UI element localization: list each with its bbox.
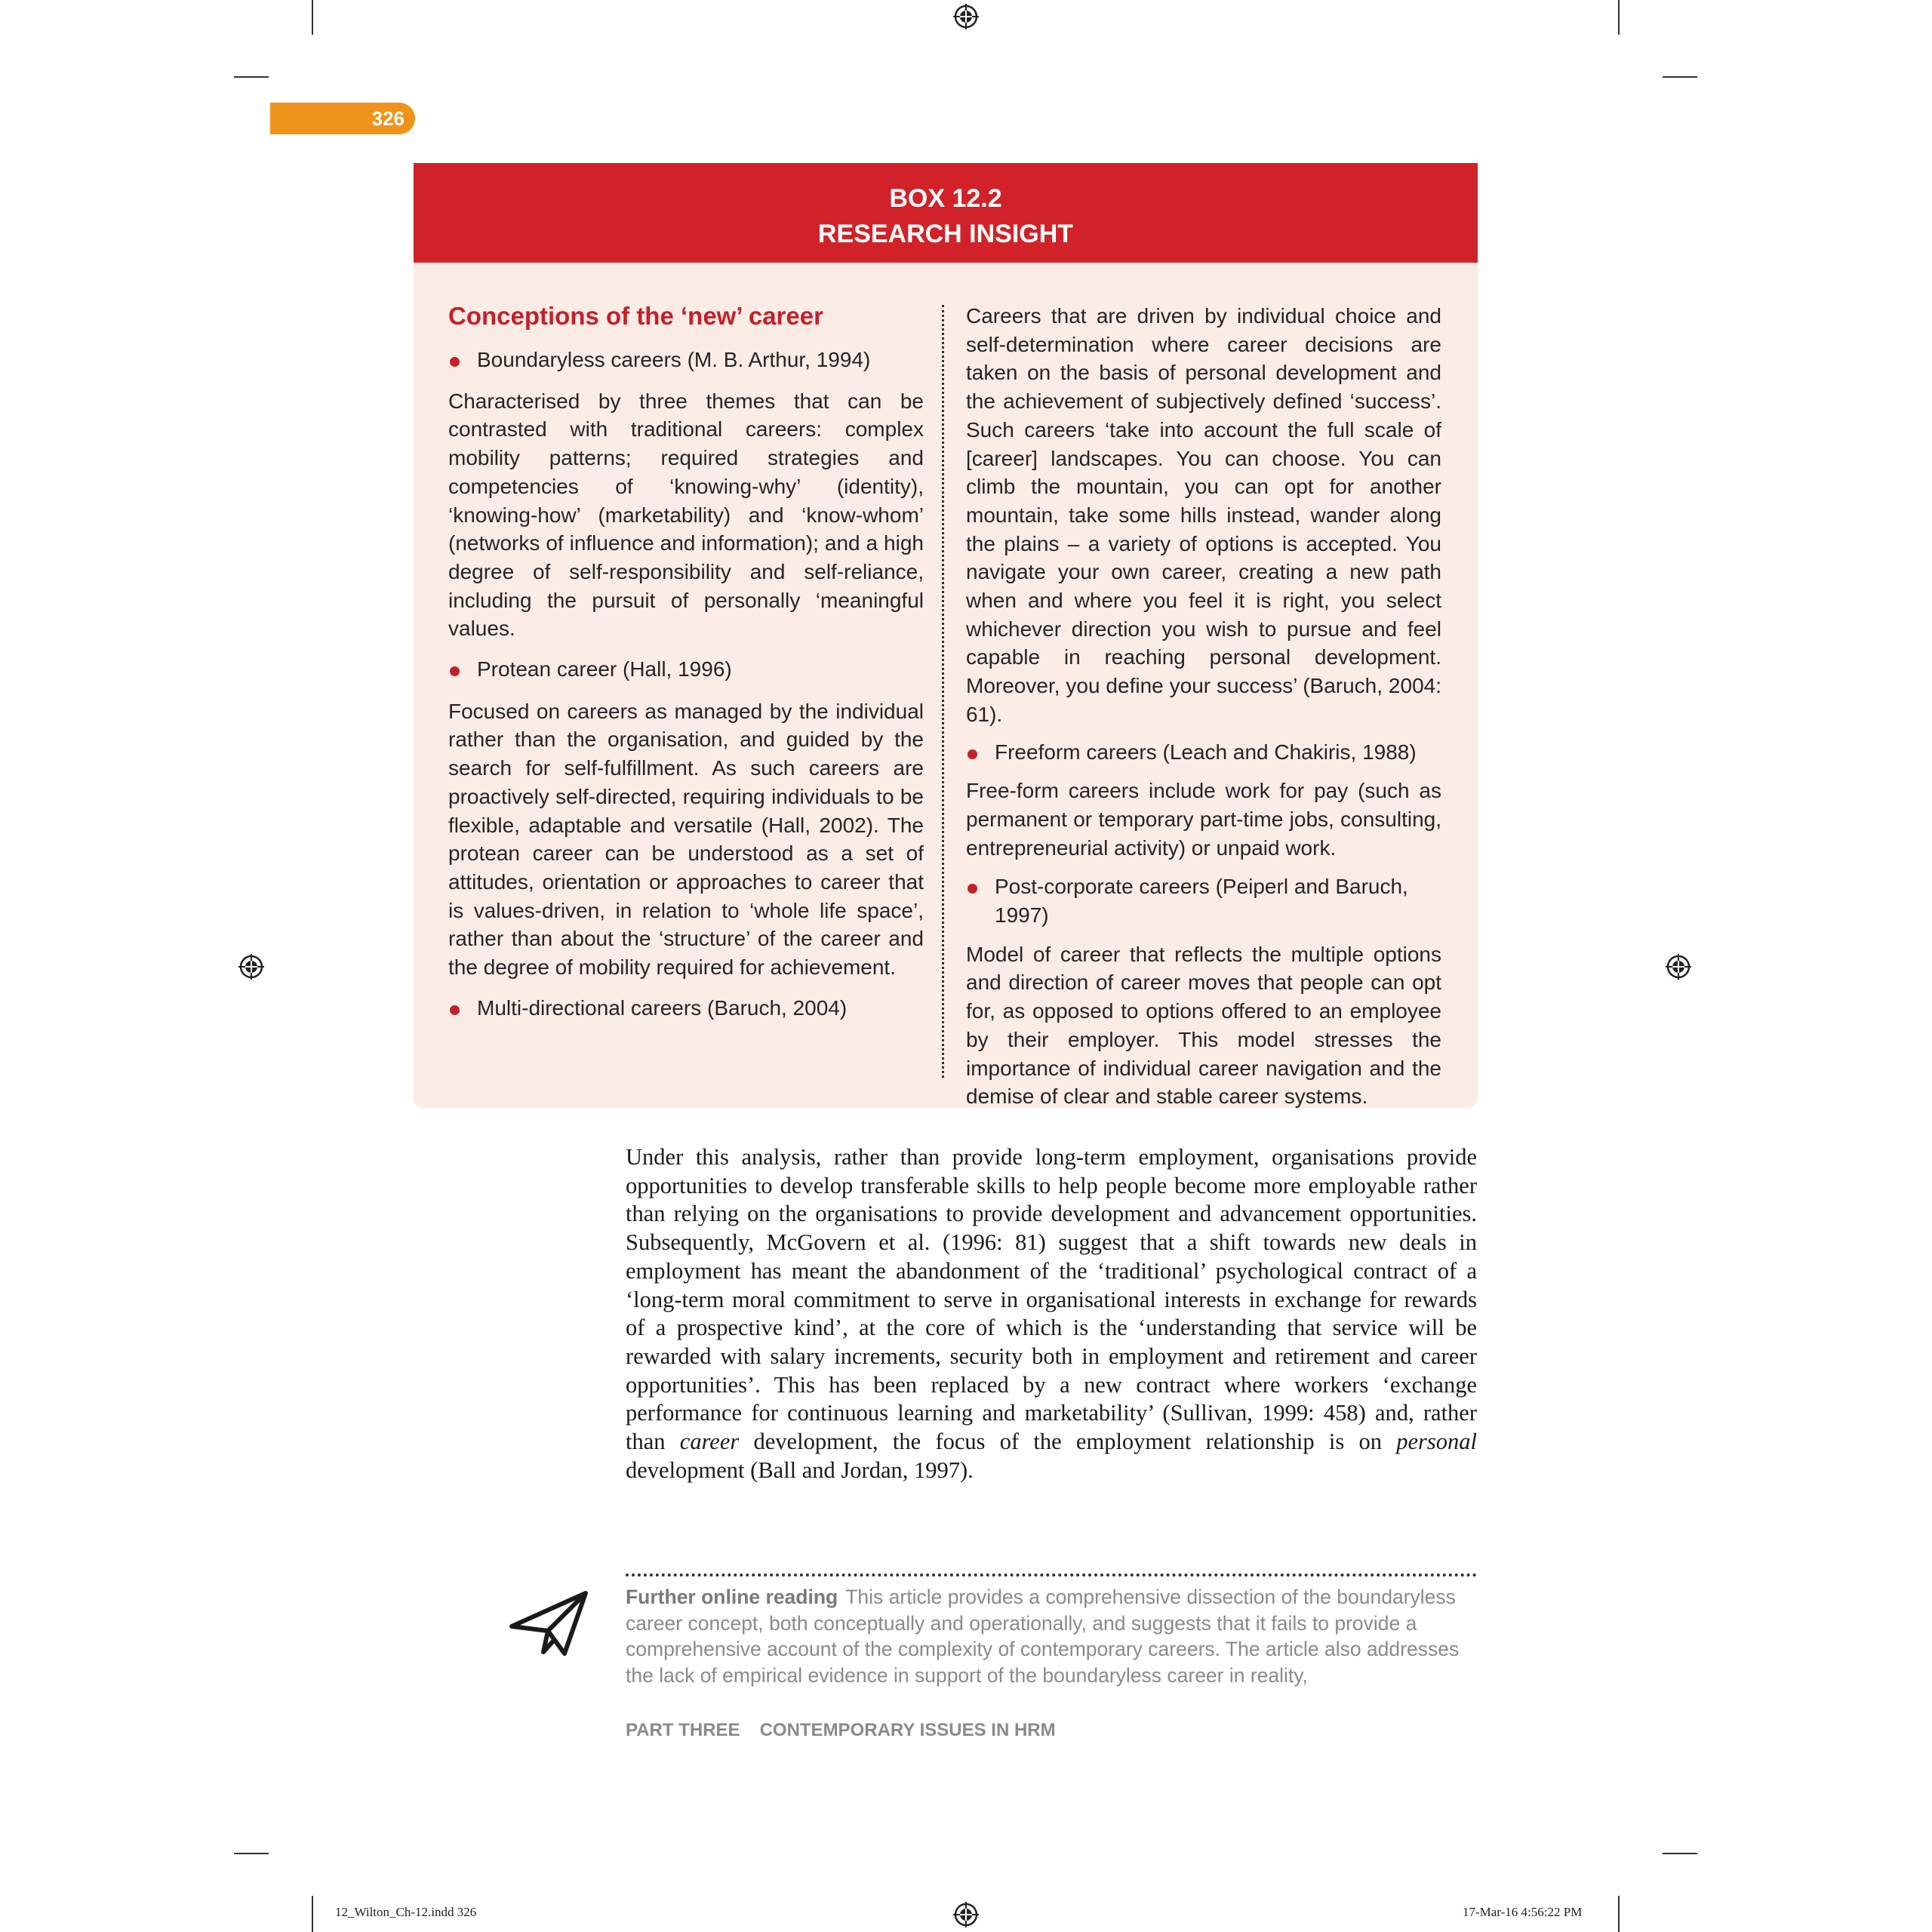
- further-reading-rule: [626, 1574, 1477, 1577]
- crop-mark-bottom-left: [312, 1896, 313, 1932]
- crop-mark-bottom-right: [1618, 1896, 1620, 1932]
- bullet-post-corporate: Post-corporate careers (Peiperl and Baruch, 1997): [966, 872, 1441, 929]
- footer-part: PART THREE: [626, 1720, 740, 1740]
- crop-mark-top-right: [1618, 0, 1620, 35]
- running-footer: [626, 1720, 1056, 1741]
- box-right-column: [966, 302, 1441, 1108]
- further-reading: [626, 1584, 1486, 1688]
- body-emphasis-career: career: [679, 1429, 740, 1455]
- registration-mark-icon: [238, 954, 264, 980]
- paper-plane-icon: [507, 1589, 590, 1657]
- registration-mark-icon: [953, 1902, 979, 1927]
- bullet-boundaryless: Boundaryless careers (M. B. Arthur, 1994): [448, 346, 924, 374]
- para-protean: Focused on careers as managed by the individual rather than the organisation, and guided by the search for self-fulfillment. As such careers are proactively self-directed, requiring individuals to be flexible, adaptable and versatile (Hall, 2002). The protean career can be understood as a set of attitudes, orientation or approaches to career that is values-driven, in relation to ‘whole life space’, rather than about the ‘structure’ of the career and the degree of mobility required for achievement.: [448, 699, 924, 980]
- crop-mark-top-left: [312, 0, 313, 35]
- bullet-multi-directional: Multi-directional careers (Baruch, 2004): [448, 994, 924, 1023]
- slug-date: 17-Mar-16 4:56:22 PM: [1463, 1905, 1583, 1919]
- body-text-part3: development (Ball and Jordan, 1997).: [626, 1457, 974, 1483]
- footer-section: CONTEMPORARY ISSUES IN HRM: [759, 1720, 1056, 1740]
- box-label: BOX 12.2: [889, 184, 1002, 213]
- column-divider: [942, 305, 944, 1078]
- crop-mark-left-top: [234, 76, 269, 78]
- bullet-freeform: Freeform careers (Leach and Chakiris, 1988): [966, 738, 1441, 767]
- crop-mark-right-bottom: [1663, 1853, 1697, 1854]
- para-boundaryless: Characterised by three themes that can be contrasted with traditional careers: complex mobility patterns; required strategies and competencies of ‘knowing-why’ (identity), ‘knowing-how’ (marketability) and ‘know-whom’ (networks of influence and information); and a high degree of self-responsibility and self-reliance, including the pursuit of personally ‘meaningful values.: [448, 389, 924, 641]
- body-text-part2: development, the focus of the employment relationship is on: [739, 1429, 1397, 1455]
- box-title: Conceptions of the ‘new’ career: [448, 302, 823, 330]
- box-left-column: [448, 299, 924, 1035]
- body-emphasis-personal: personal: [1396, 1429, 1478, 1455]
- page-number: 326: [371, 106, 405, 130]
- registration-mark-icon: [1666, 954, 1691, 980]
- registration-mark-icon: [953, 4, 979, 29]
- slug-file: 12_Wilton_Ch-12.indd 326: [335, 1905, 477, 1919]
- body-text-part1: Under this analysis, rather than provide long-term employment, organisations provide opportunities to develop transferable skills to help people become more employable rather than relying on the organisations to provide development and advancement opportunities. Subsequently, McGovern et al. (1996: 81) suggest that a shift towards new deals in employment has meant the abandonment of the ‘traditional’ psychological contract of a ‘long-term moral commitment to serve in organisational interests in exchange for rewards of a prospective kind’, at the core of which is the ‘understanding that service will be rewarded with salary increments, security both in employment and retirement and career opportunities’. This has been replaced by a new contract where workers ‘exchange performance for continuous learning and marketability’ (Sullivan, 1999: 458) and, rather than: [626, 1144, 1477, 1455]
- box-header: [414, 163, 1478, 263]
- body-paragraph: [626, 1143, 1477, 1484]
- research-insight-box: [414, 163, 1478, 1108]
- crop-mark-left-bottom: [234, 1853, 269, 1854]
- box-type: RESEARCH INSIGHT: [817, 220, 1074, 248]
- further-reading-text: This article provides a comprehensive dissection of the boundaryless career concept, both conceptually and operationally, and suggests that it fails to provide a comprehensive account of the complexity of contemporary careers. The article also addresses the lack of empirical evidence in support of the boundaryless career in reality,: [626, 1586, 1460, 1687]
- bullet-protean: Protean career (Hall, 1996): [448, 655, 924, 684]
- para-freeform: Free-form careers include work for pay (such as permanent or temporary part-time jobs, consulting, entrepreneurial activity) or unpaid work.: [966, 779, 1441, 860]
- para-multi-directional: Careers that are driven by individual choice and self-determination where career decisions are taken on the basis of personal development and the achievement of subjectively defined ‘success’. Such careers ‘take into account the full scale of [career] landscapes. You can choose. You can climb the mountain, you can opt for another mountain, take some hills instead, wander along the plains – a variety of options is accepted. You navigate your own career, creating a new path when and where you feel it is right, you select whichever direction you wish to pursue and feel capable in reaching personal development. Moreover, you define your success’ (Baruch, 2004: 61).: [966, 304, 1441, 726]
- crop-mark-right-top: [1663, 76, 1697, 78]
- further-reading-label: Further online reading: [626, 1586, 838, 1608]
- page-number-tab: [270, 103, 415, 134]
- para-post-corporate: Model of career that reflects the multiple options and direction of career moves that people can opt for, as opposed to options offered to an employee by their employer. This model stresses the importance of individual career navigation and the demise of clear and stable career systems.: [966, 942, 1441, 1108]
